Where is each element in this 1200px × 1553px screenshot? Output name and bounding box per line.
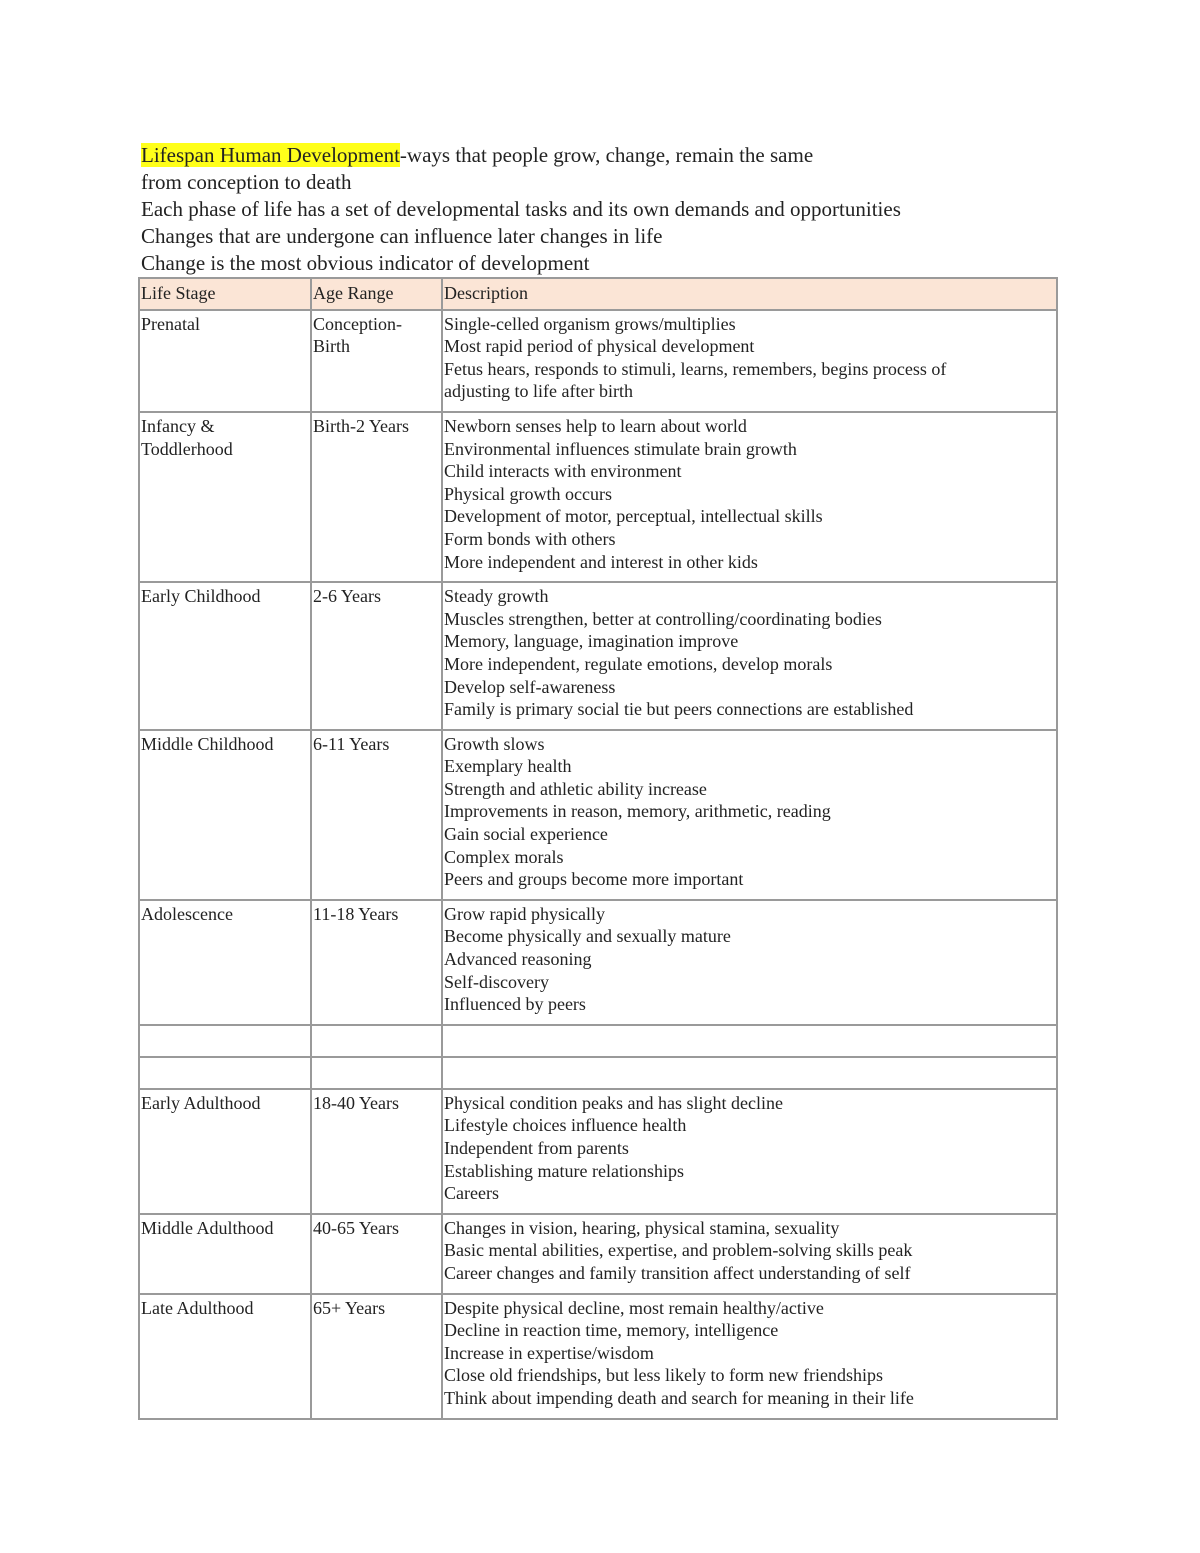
description-line: Complex morals	[444, 846, 564, 867]
description-line: Grow rapid physically	[444, 903, 605, 924]
cell-age-range: Birth-2 Years	[311, 412, 442, 582]
description-line: Muscles strengthen, better at controlling/coordinating bodies	[444, 608, 882, 629]
description-line: Basic mental abilities, expertise, and problem-solving skills peak	[444, 1240, 913, 1261]
cell-age-range: 6-11 Years	[311, 730, 442, 900]
intro-point: Changes that are undergone can influence later changes in life	[141, 224, 663, 248]
cell-life-stage: Early Childhood	[139, 582, 311, 730]
cell-life-stage: Prenatal	[139, 310, 311, 412]
description-line: Gain social experience	[444, 824, 608, 845]
header-age-range: Age Range	[311, 278, 442, 310]
cell-life-stage: Middle Adulthood	[139, 1214, 311, 1294]
description-line: Improvements in reason, memory, arithmetic, reading	[444, 801, 831, 822]
table-row	[139, 1057, 1057, 1089]
description-line: More independent, regulate emotions, develop morals	[444, 653, 833, 674]
definition-text: -ways that people grow, change, remain the same	[399, 143, 814, 167]
cell-description	[442, 1294, 1057, 1419]
description-line: Physical condition peaks and has slight decline	[444, 1092, 783, 1113]
description-line: Family is primary social tie but peers connections are established	[444, 699, 914, 720]
description-line: Establishing mature relationships	[444, 1160, 684, 1181]
description-line: Increase in expertise/wisdom	[444, 1342, 654, 1363]
cell-description	[442, 1025, 1057, 1057]
table-row	[139, 730, 1057, 900]
description-line: Most rapid period of physical development	[444, 336, 755, 357]
description-line: Independent from parents	[444, 1138, 629, 1158]
cell-age-range	[311, 1025, 442, 1057]
cell-life-stage	[139, 1057, 311, 1089]
cell-age-range: 40-65 Years	[311, 1214, 442, 1294]
cell-description	[442, 1089, 1057, 1214]
description-line: Exemplary health	[444, 756, 572, 777]
description-line: Newborn senses help to learn about world	[444, 415, 747, 436]
description-line: Fetus hears, responds to stimuli, learns, remembers, begins process of	[444, 358, 947, 379]
cell-life-stage: Late Adulthood	[139, 1294, 311, 1419]
description-line: Develop self-awareness	[444, 676, 616, 697]
cell-life-stage: Middle Childhood	[139, 730, 311, 900]
description-line: More independent and interest in other kids	[444, 551, 758, 572]
header-description: Description	[442, 278, 1057, 310]
cell-description	[442, 582, 1057, 730]
table-row	[139, 900, 1057, 1025]
definition-line	[141, 142, 1071, 169]
description-line: Think about impending death and search for meaning in their life	[444, 1387, 914, 1408]
cell-age-range	[311, 1057, 442, 1089]
cell-description	[442, 1214, 1057, 1294]
table-row	[139, 1214, 1057, 1294]
cell-description	[442, 412, 1057, 582]
description-line: Steady growth	[444, 586, 549, 607]
description-line: Advanced reasoning	[444, 949, 592, 970]
description-line: Single-celled organism grows/multiplies	[444, 313, 736, 334]
table-body	[139, 310, 1057, 1419]
cell-description	[442, 730, 1057, 900]
description-line: Become physically and sexually mature	[444, 926, 731, 947]
table-row	[139, 412, 1057, 582]
cell-life-stage	[139, 1025, 311, 1057]
description-line: Peers and groups become more important	[444, 869, 744, 890]
header-life-stage: Life Stage	[139, 278, 311, 310]
description-line: Physical growth occurs	[444, 483, 612, 504]
description-line: Strength and athletic ability increase	[444, 778, 707, 799]
cell-age-range: 65+ Years	[311, 1294, 442, 1419]
cell-life-stage: Early Adulthood	[139, 1089, 311, 1214]
cell-life-stage: Adolescence	[139, 900, 311, 1025]
description-line: Memory, language, imagination improve	[444, 631, 739, 652]
description-line: Changes in vision, hearing, physical stamina, sexuality	[444, 1217, 840, 1238]
cell-description	[442, 900, 1057, 1025]
intro-point: Each phase of life has a set of developmental tasks and its own demands and opportunities	[141, 197, 901, 221]
description-line: Decline in reaction time, memory, intelligence	[444, 1320, 779, 1341]
description-line: Self-discovery	[444, 971, 549, 992]
cell-description	[442, 310, 1057, 412]
table-row	[139, 582, 1057, 730]
description-line: Growth slows	[444, 733, 545, 754]
intro-point: Change is the most obvious indicator of development	[141, 251, 590, 275]
cell-age-range: 11-18 Years	[311, 900, 442, 1025]
intro-section	[141, 142, 1071, 277]
table-row	[139, 1089, 1057, 1214]
description-line: Form bonds with others	[444, 528, 616, 549]
description-line: Environmental influences stimulate brain growth	[444, 438, 797, 459]
table-header-row	[139, 278, 1057, 310]
cell-description	[442, 1057, 1057, 1089]
definition-continuation: from conception to death	[141, 170, 352, 194]
description-line: Child interacts with environment	[444, 461, 682, 482]
description-line: Lifestyle choices influence health	[444, 1115, 687, 1136]
cell-age-range: 2-6 Years	[311, 582, 442, 730]
cell-age-range: 18-40 Years	[311, 1089, 442, 1214]
table-row	[139, 1294, 1057, 1419]
description-line: Despite physical decline, most remain healthy/active	[444, 1297, 824, 1318]
description-line: Career changes and family transition affect understanding of self	[444, 1262, 911, 1283]
cell-age-range: Conception- Birth	[311, 310, 442, 412]
life-stages-table	[138, 277, 1058, 1420]
cell-life-stage: Infancy & Toddlerhood	[139, 412, 311, 582]
description-line: Influenced by peers	[444, 994, 586, 1015]
description-line: Development of motor, perceptual, intellectual skills	[444, 506, 823, 527]
description-line: adjusting to life after birth	[444, 381, 633, 402]
highlighted-term: Lifespan Human Development	[141, 143, 400, 167]
table-row	[139, 1025, 1057, 1057]
description-line: Close old friendships, but less likely to form new friendships	[444, 1365, 883, 1386]
table-row	[139, 310, 1057, 412]
description-line: Careers	[444, 1183, 499, 1204]
